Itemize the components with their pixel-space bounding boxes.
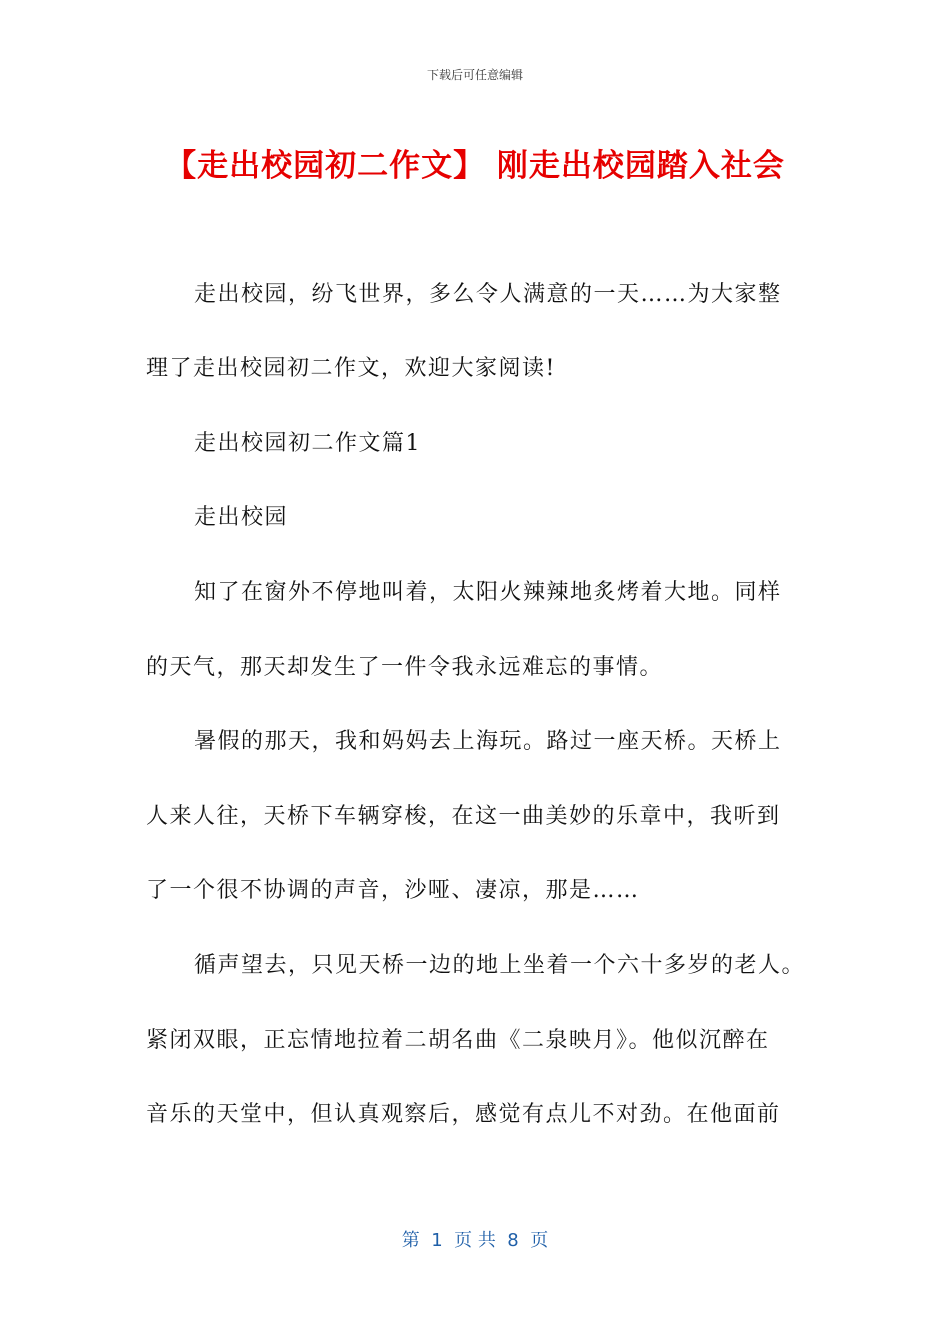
paragraph-line: 紧闭双眼，正忘情地拉着二胡名曲《二泉映月》。他似沉醉在 [146,1028,770,1053]
essay-title: 走出校园 [194,505,289,530]
paragraph-line: 的天气，那天却发生了一件令我永远难忘的事情。 [146,655,664,680]
paragraph-line: 走出校园，纷飞世界，多么令人满意的一天……为大家整 [194,282,782,307]
paragraph-line: 理了走出校园初二作文，欢迎大家阅读! [146,356,556,381]
document-title: 【走出校园初二作文】 刚走出校园踏入社会 [165,148,785,184]
paragraph-line: 知了在窗外不停地叫着，太阳火辣辣地炙烤着大地。同样 [194,580,782,605]
paragraph-line: 音乐的天堂中，但认真观察后，感觉有点儿不对劲。在他面前 [146,1102,781,1127]
page-number-footer: 第 1 页 共 8 页 [401,1230,549,1251]
page-header-note: 下载后可任意编辑 [426,68,523,82]
paragraph-line: 人来人往，天桥下车辆穿梭，在这一曲美妙的乐章中，我听到 [146,804,781,829]
section-heading: 走出校园初二作文篇1 [194,431,421,456]
paragraph-line: 循声望去，只见天桥一边的地上坐着一个六十多岁的老人。 [194,953,806,978]
paragraph-line: 暑假的那天，我和妈妈去上海玩。路过一座天桥。天桥上 [194,729,782,754]
paragraph-line: 了一个很不协调的声音，沙哑、凄凉，那是…… [146,878,640,903]
